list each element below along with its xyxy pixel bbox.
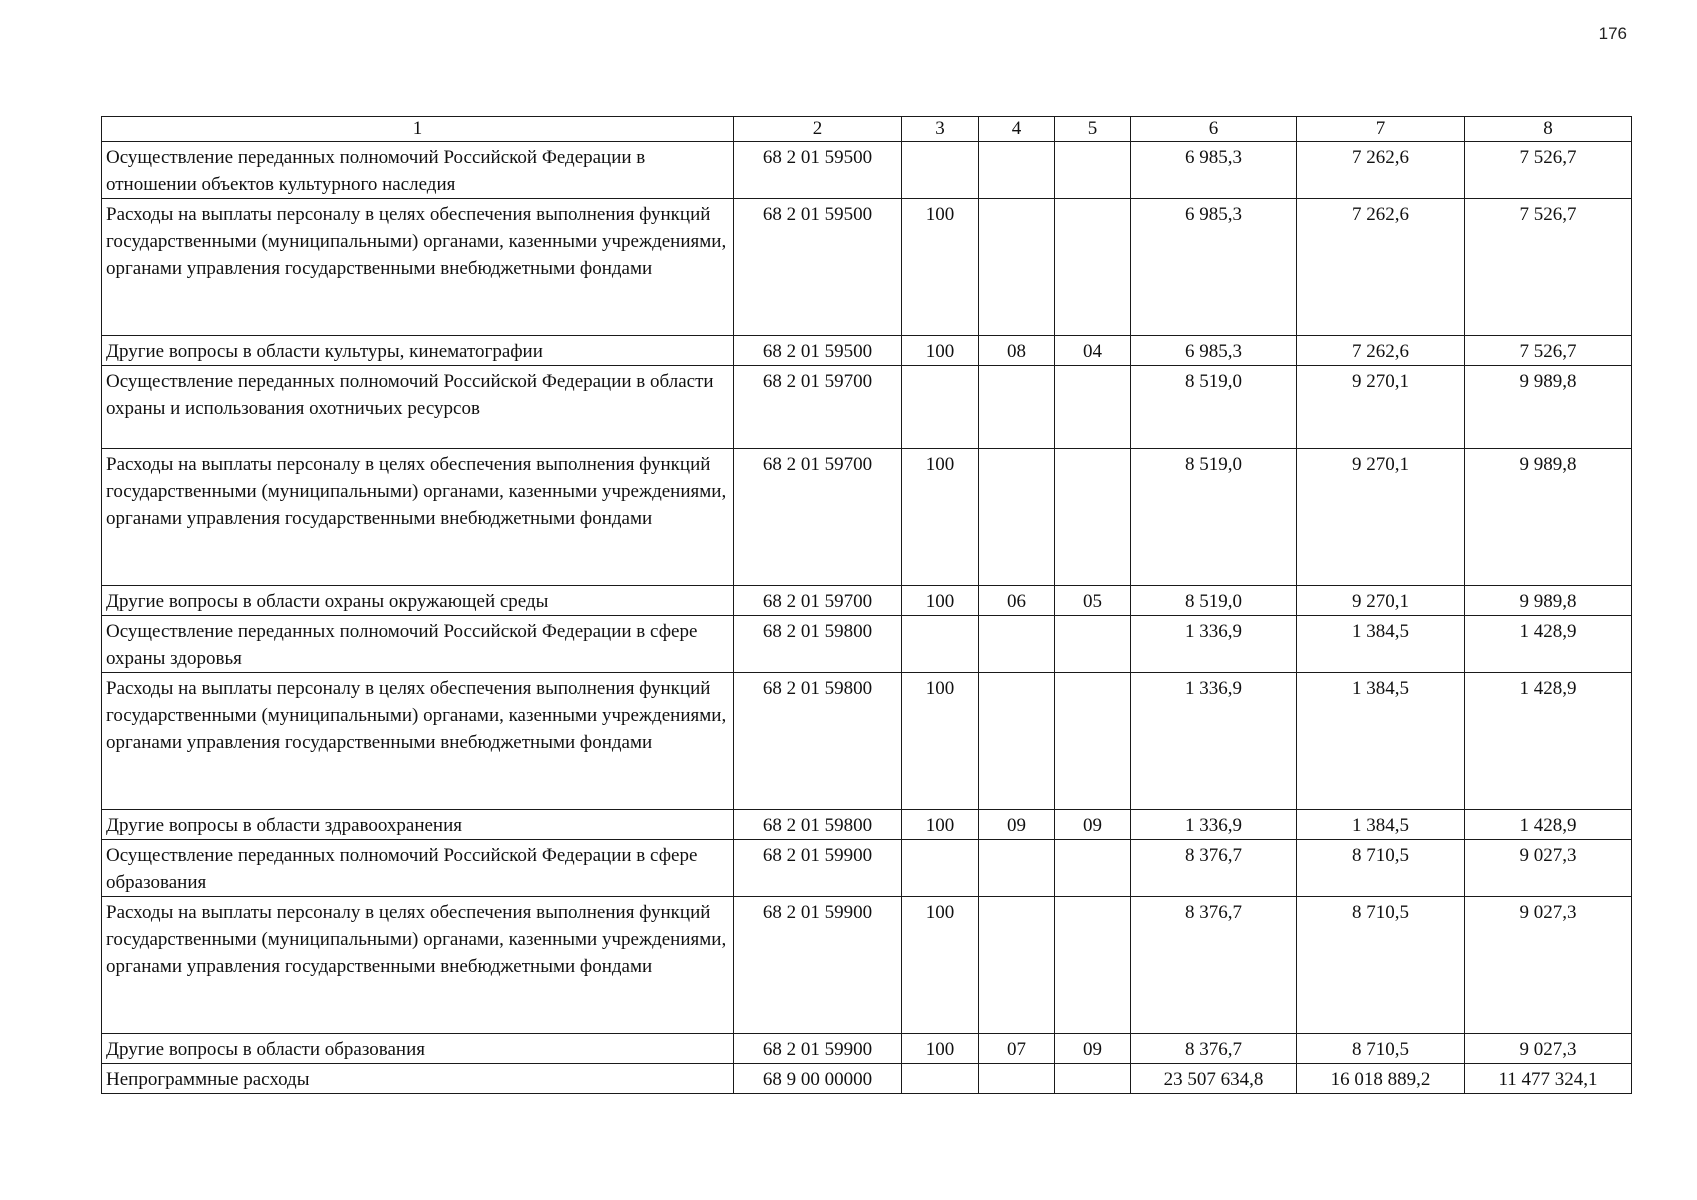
- row-col4: 09: [979, 810, 1055, 840]
- row-col3: [902, 1064, 979, 1094]
- row-name: Осуществление переданных полномочий Российской Федерации в отношении объектов культурного наследия: [102, 142, 734, 199]
- row-code: 68 2 01 59500: [734, 199, 902, 336]
- table-row: [102, 810, 1632, 840]
- row-code: 68 9 00 00000: [734, 1064, 902, 1094]
- budget-table: [101, 116, 1632, 1094]
- row-col8: 1 428,9: [1465, 673, 1632, 810]
- row-col4: [979, 199, 1055, 336]
- row-col7: 8 710,5: [1297, 1034, 1465, 1064]
- row-col6: 8 376,7: [1131, 897, 1297, 1034]
- row-col5: 09: [1055, 810, 1131, 840]
- row-code: 68 2 01 59900: [734, 897, 902, 1034]
- row-name: Расходы на выплаты персоналу в целях обеспечения выполнения функций государственными (муниципальными) органами, казенными учреждениями, органами управления государственными внебюджетными фондами: [102, 673, 734, 810]
- row-col5: [1055, 616, 1131, 673]
- row-col8: 7 526,7: [1465, 336, 1632, 366]
- row-col8: 9 989,8: [1465, 366, 1632, 449]
- row-col3: [902, 142, 979, 199]
- row-code: 68 2 01 59500: [734, 336, 902, 366]
- header-cell: 4: [979, 117, 1055, 142]
- row-col5: [1055, 673, 1131, 810]
- row-col5: [1055, 1064, 1131, 1094]
- row-col4: 06: [979, 586, 1055, 616]
- row-code: 68 2 01 59900: [734, 840, 902, 897]
- row-col7: 7 262,6: [1297, 336, 1465, 366]
- row-name: Осуществление переданных полномочий Российской Федерации в области охраны и использования охотничьих ресурсов: [102, 366, 734, 449]
- row-col4: [979, 449, 1055, 586]
- row-col8: 9 989,8: [1465, 449, 1632, 586]
- row-col6: 8 376,7: [1131, 840, 1297, 897]
- header-cell: 1: [102, 117, 734, 142]
- row-name: Другие вопросы в области культуры, кинематографии: [102, 336, 734, 366]
- row-col4: [979, 840, 1055, 897]
- row-col4: [979, 1064, 1055, 1094]
- table-row: [102, 449, 1632, 586]
- row-col8: 1 428,9: [1465, 616, 1632, 673]
- row-col6: 6 985,3: [1131, 199, 1297, 336]
- row-col3: 100: [902, 673, 979, 810]
- page-number: 176: [1598, 24, 1627, 43]
- row-col3: 100: [902, 199, 979, 336]
- row-name: Осуществление переданных полномочий Российской Федерации в сфере образования: [102, 840, 734, 897]
- table-row: [102, 336, 1632, 366]
- table-row: [102, 199, 1632, 336]
- row-col6: 8 519,0: [1131, 366, 1297, 449]
- row-name: Другие вопросы в области охраны окружающей среды: [102, 586, 734, 616]
- row-col3: 100: [902, 1034, 979, 1064]
- row-col7: 1 384,5: [1297, 673, 1465, 810]
- row-name: Непрограммные расходы: [102, 1064, 734, 1094]
- row-col6: 1 336,9: [1131, 673, 1297, 810]
- row-col4: [979, 142, 1055, 199]
- row-col7: 9 270,1: [1297, 366, 1465, 449]
- row-col7: 9 270,1: [1297, 449, 1465, 586]
- table-row: [102, 142, 1632, 199]
- row-col7: 9 270,1: [1297, 586, 1465, 616]
- row-col6: 1 336,9: [1131, 616, 1297, 673]
- row-col4: [979, 673, 1055, 810]
- row-col6: 6 985,3: [1131, 142, 1297, 199]
- row-col5: 04: [1055, 336, 1131, 366]
- row-col5: [1055, 199, 1131, 336]
- row-col5: [1055, 840, 1131, 897]
- table-row: [102, 897, 1632, 1034]
- row-col7: 1 384,5: [1297, 616, 1465, 673]
- header-cell: 5: [1055, 117, 1131, 142]
- row-code: 68 2 01 59800: [734, 810, 902, 840]
- row-col4: 07: [979, 1034, 1055, 1064]
- row-col5: [1055, 366, 1131, 449]
- row-name: Расходы на выплаты персоналу в целях обеспечения выполнения функций государственными (муниципальными) органами, казенными учреждениями, органами управления государственными внебюджетными фондами: [102, 897, 734, 1034]
- row-code: 68 2 01 59900: [734, 1034, 902, 1064]
- row-code: 68 2 01 59700: [734, 449, 902, 586]
- row-col5: [1055, 142, 1131, 199]
- row-col3: 100: [902, 449, 979, 586]
- row-col6: 23 507 634,8: [1131, 1064, 1297, 1094]
- row-col7: 7 262,6: [1297, 199, 1465, 336]
- row-col6: 6 985,3: [1131, 336, 1297, 366]
- row-col4: 08: [979, 336, 1055, 366]
- table-row: [102, 366, 1632, 449]
- row-code: 68 2 01 59800: [734, 673, 902, 810]
- row-col6: 1 336,9: [1131, 810, 1297, 840]
- row-code: 68 2 01 59700: [734, 366, 902, 449]
- header-cell: 6: [1131, 117, 1297, 142]
- row-col8: 9 027,3: [1465, 840, 1632, 897]
- row-col4: [979, 616, 1055, 673]
- row-col3: 100: [902, 897, 979, 1034]
- table-header-row: [102, 117, 1632, 142]
- table-row: [102, 1034, 1632, 1064]
- row-col8: 1 428,9: [1465, 810, 1632, 840]
- header-cell: 2: [734, 117, 902, 142]
- row-col6: 8 519,0: [1131, 586, 1297, 616]
- row-col8: 7 526,7: [1465, 199, 1632, 336]
- row-col7: 7 262,6: [1297, 142, 1465, 199]
- row-col7: 8 710,5: [1297, 897, 1465, 1034]
- row-col8: 9 027,3: [1465, 1034, 1632, 1064]
- table-row: [102, 586, 1632, 616]
- row-col8: 9 989,8: [1465, 586, 1632, 616]
- row-col8: 11 477 324,1: [1465, 1064, 1632, 1094]
- table-row: [102, 673, 1632, 810]
- row-name: Расходы на выплаты персоналу в целях обеспечения выполнения функций государственными (муниципальными) органами, казенными учреждениями, органами управления государственными внебюджетными фондами: [102, 449, 734, 586]
- header-cell: 3: [902, 117, 979, 142]
- header-cell: 8: [1465, 117, 1632, 142]
- row-col3: [902, 840, 979, 897]
- row-col6: 8 519,0: [1131, 449, 1297, 586]
- row-code: 68 2 01 59700: [734, 586, 902, 616]
- row-name: Другие вопросы в области образования: [102, 1034, 734, 1064]
- row-col7: 16 018 889,2: [1297, 1064, 1465, 1094]
- row-col5: 09: [1055, 1034, 1131, 1064]
- row-col5: [1055, 449, 1131, 586]
- row-col8: 7 526,7: [1465, 142, 1632, 199]
- header-cell: 7: [1297, 117, 1465, 142]
- row-name: Расходы на выплаты персоналу в целях обеспечения выполнения функций государственными (муниципальными) органами, казенными учреждениями, органами управления государственными внебюджетными фондами: [102, 199, 734, 336]
- row-col3: 100: [902, 810, 979, 840]
- row-col5: 05: [1055, 586, 1131, 616]
- row-col3: [902, 616, 979, 673]
- row-col7: 1 384,5: [1297, 810, 1465, 840]
- row-col5: [1055, 897, 1131, 1034]
- table-row: [102, 840, 1632, 897]
- row-name: Другие вопросы в области здравоохранения: [102, 810, 734, 840]
- row-col6: 8 376,7: [1131, 1034, 1297, 1064]
- row-code: 68 2 01 59800: [734, 616, 902, 673]
- row-col3: [902, 366, 979, 449]
- table-row-total: [102, 1064, 1632, 1094]
- row-code: 68 2 01 59500: [734, 142, 902, 199]
- row-col3: 100: [902, 336, 979, 366]
- row-col7: 8 710,5: [1297, 840, 1465, 897]
- row-col4: [979, 897, 1055, 1034]
- row-col8: 9 027,3: [1465, 897, 1632, 1034]
- row-name: Осуществление переданных полномочий Российской Федерации в сфере охраны здоровья: [102, 616, 734, 673]
- row-col4: [979, 366, 1055, 449]
- table-row: [102, 616, 1632, 673]
- row-col3: 100: [902, 586, 979, 616]
